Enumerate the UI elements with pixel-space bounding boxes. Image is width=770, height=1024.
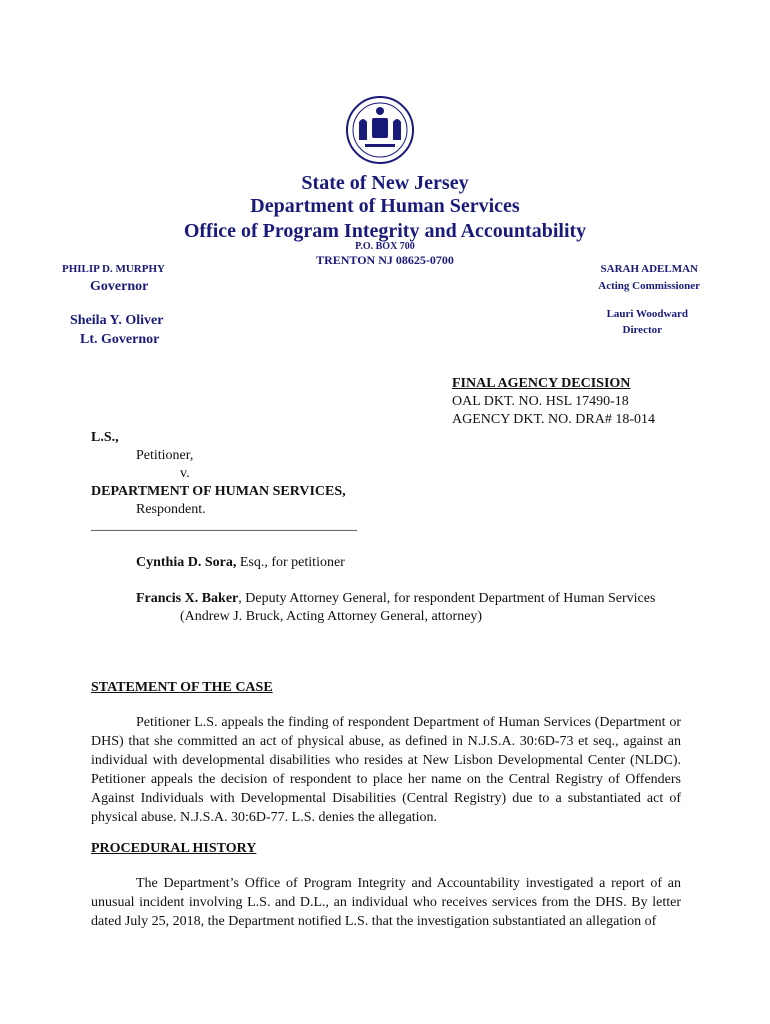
letterhead-office: Office of Program Integrity and Accountability bbox=[183, 220, 587, 242]
lt-governor-title: Lt. Governor bbox=[80, 332, 160, 347]
respondent-counsel-text: , Deputy Attorney General, for respondent Department of Human Services bbox=[238, 591, 656, 606]
respondent-counsel-cont: (Andrew J. Bruck, Acting Attorney General, attorney) bbox=[180, 609, 483, 624]
final-agency-decision-heading: FINAL AGENCY DECISION bbox=[452, 376, 631, 391]
letterhead-city: TRENTON NJ 08625-0700 bbox=[316, 253, 454, 267]
governor-name: PHILIP D. MURPHY bbox=[62, 263, 165, 275]
letterhead-po-box: P.O. BOX 700 bbox=[355, 241, 415, 252]
governor-title: Governor bbox=[90, 279, 149, 294]
petitioner-role: Petitioner, bbox=[136, 448, 194, 463]
agency-docket: AGENCY DKT. NO. DRA# 18-014 bbox=[452, 412, 655, 427]
procedural-history-heading: PROCEDURAL HISTORY bbox=[91, 841, 257, 856]
caption-rule: ______________________________________ bbox=[91, 518, 357, 533]
oal-docket: OAL DKT. NO. HSL 17490-18 bbox=[452, 394, 629, 409]
statement-body: Petitioner L.S. appeals the finding of respondent Department of Human Services (Department or DHS) that she committed an act of physical abuse, as defined in N.J.S.A. 30:6D-73 et seq., against an individual with developmental disabilities who resides at New Lisbon Developmental Center (NLDC). Petitioner appeals the decision of respondent to place her name on the Central Registry of Offenders Against Individuals with Developmental Disabilities (Central Registry) due to a substantiated act of physical abuse. N.J.S.A. 30:6D-77. L.S. denies the allegation. bbox=[91, 715, 681, 825]
procedural-history-body: The Department’s Office of Program Integrity and Accountability investigated a report of an unusual incident involving L.S. and D.L., an individual who receives services from the DHS. By letter dated July 25, 2018, the Department notified L.S. that the investigation substantiated an allegation of bbox=[91, 876, 681, 929]
commissioner-name: SARAH ADELMAN bbox=[600, 263, 698, 275]
letterhead-department: Department of Human Services bbox=[250, 195, 520, 217]
respondent-counsel bbox=[136, 589, 696, 608]
versus: v. bbox=[180, 466, 190, 481]
respondent-name: DEPARTMENT OF HUMAN SERVICES, bbox=[91, 484, 346, 499]
statement-heading: STATEMENT OF THE CASE bbox=[91, 680, 273, 695]
commissioner-title: Acting Commissioner bbox=[598, 280, 700, 292]
respondent-counsel-name: Francis X. Baker bbox=[136, 591, 239, 606]
respondent-role: Respondent. bbox=[136, 502, 206, 517]
letterhead-state: State of New Jersey bbox=[301, 172, 469, 194]
petitioner-counsel-name: Cynthia D. Sora, bbox=[136, 555, 237, 570]
nj-state-seal-icon bbox=[345, 92, 415, 168]
director-name: Lauri Woodward bbox=[606, 308, 688, 320]
lt-governor-name: Sheila Y. Oliver bbox=[70, 313, 164, 328]
petitioner-name: L.S., bbox=[91, 430, 119, 445]
director-title: Director bbox=[622, 324, 662, 336]
petitioner-counsel bbox=[136, 553, 345, 572]
petitioner-counsel-text: Esq., for petitioner bbox=[236, 555, 345, 570]
